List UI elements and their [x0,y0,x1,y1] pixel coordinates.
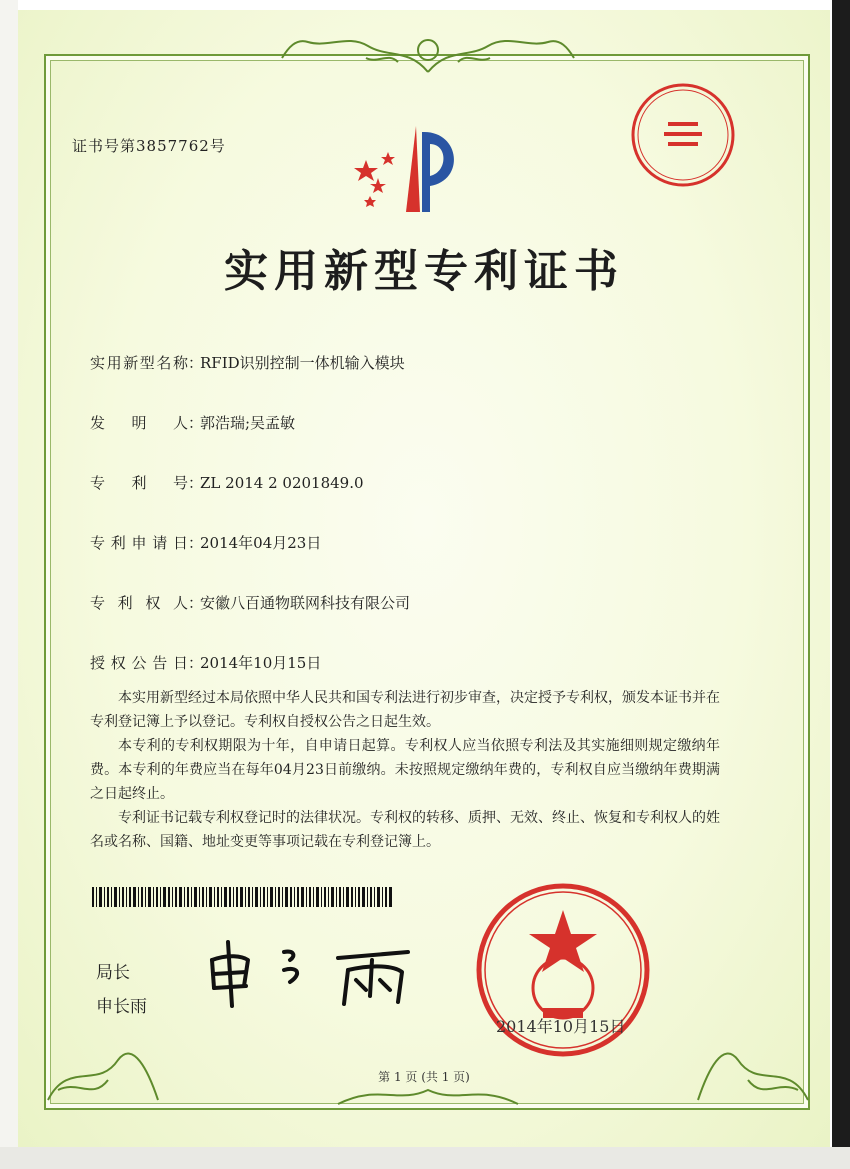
field-grant-date: 授权公告日：2014年10月15日 [90,654,322,672]
field-value: RFID识别控制一体机输入模块 [200,354,405,372]
field-label: 实用新型名称 [90,354,188,372]
field-inventor: 发明人：郭浩瑞;吴孟敏 [90,414,296,432]
bottom-ornament-icon [38,1020,818,1110]
certificate-body-text [90,686,720,854]
field-value: 郭浩瑞;吴孟敏 [200,414,296,432]
page-number: 第 1 页 (共 1 页) [378,1070,470,1084]
patent-office-logo-icon [348,120,468,220]
field-application-date: 专利申请日：2014年04月23日 [90,534,322,552]
scan-edge-left [0,0,18,1169]
field-label: 授权公告日 [90,654,188,672]
barcode-icon [92,887,392,907]
field-value: ZL 2014 2 0201849.0 [200,474,364,492]
field-value: 安徽八百通物联网科技有限公司 [200,594,411,612]
field-patent-number: 专利号：ZL 2014 2 0201849.0 [90,474,364,492]
field-label: 发明人 [90,414,188,432]
field-label: 专利号 [90,474,188,492]
seal-date: 2014年10月15日 [496,1017,626,1036]
certificate-number: 证书号第3857762号 [72,137,226,155]
field-label: 专利申请日 [90,534,188,552]
field-value: 2014年10月15日 [200,654,322,672]
body-paragraph: 专利证书记载专利权登记时的法律状况。专利权的转移、质押、无效、终止、恢复和专利权人的姓名或名称、国籍、地址变更等事项记载在专利登记簿上。 [90,810,720,850]
field-value: 2014年04月23日 [200,534,322,552]
body-paragraph: 本实用新型经过本局依照中华人民共和国专利法进行初步审查，决定授予专利权，颁发本证书并在专利登记簿上予以登记。专利权自授权公告之日起生效。 [90,690,720,730]
top-ornament-icon [278,28,578,78]
scan-edge-right [832,0,850,1169]
tax-stamp-seal-icon [628,80,738,190]
director-title: 局长 [96,963,130,983]
director-signature-icon [198,930,438,1010]
field-utility-model-name: 实用新型名称：RFID识别控制一体机输入模块 [90,354,405,372]
certificate-sheet [18,10,830,1147]
scan-edge-bottom [0,1147,850,1169]
body-paragraph: 本专利的专利权期限为十年，自申请日起算。专利权人应当依照专利法及其实施细则规定缴纳年费。本专利的年费应当在每年04月23日前缴纳。未按照规定缴纳年费的，专利权自应当缴纳年费期满之日起终止。 [90,738,720,802]
field-patentee: 专利权人：安徽八百通物联网科技有限公司 [90,594,411,612]
certificate-title: 实用新型专利证书 [224,246,624,297]
director-name: 申长雨 [96,997,147,1017]
field-label: 专利权人 [90,594,188,612]
